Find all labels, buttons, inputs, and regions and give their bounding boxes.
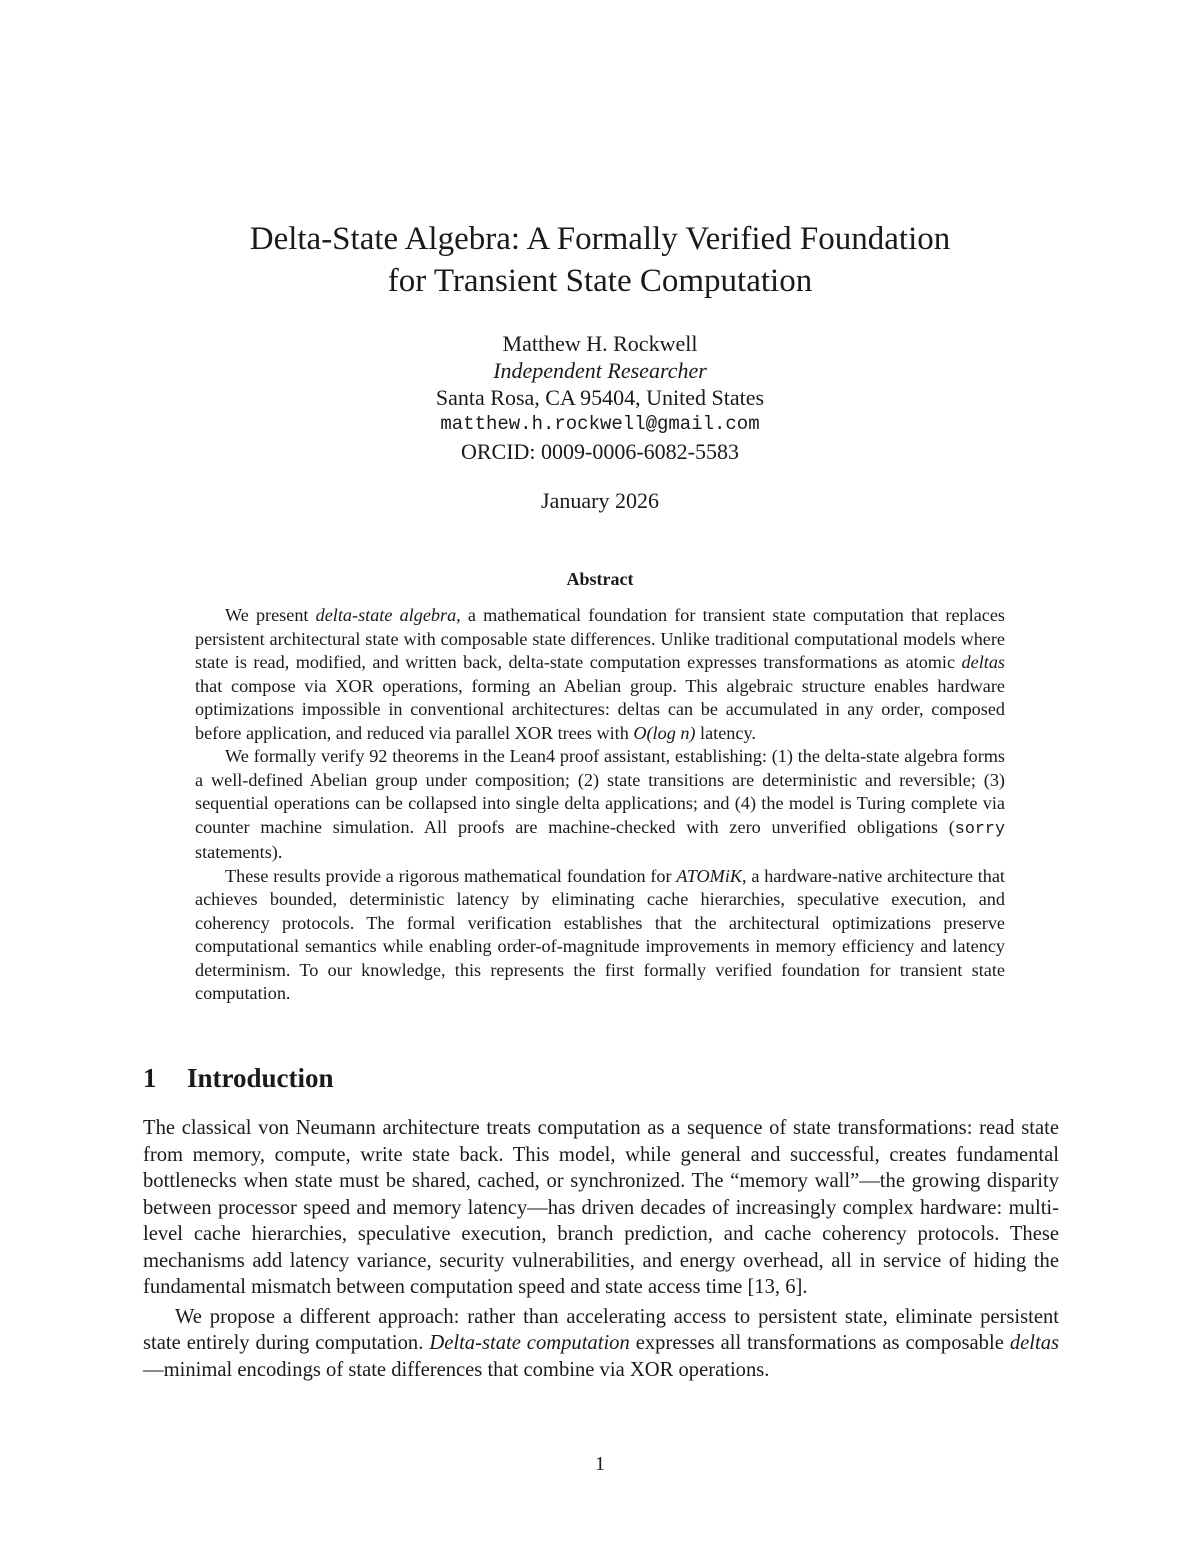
title-line-2: for Transient State Computation (387, 263, 813, 299)
text-run: , a mathematical foundation for transient state computation that replaces persistent architectural state with composable state differences. Unlike traditional computational models where state is read, modified, and written back, delta-state computation expresses transformations as atomic (195, 605, 1005, 672)
section-number: 1 (143, 1063, 157, 1093)
title-line-1: Delta-State Algebra: A Formally Verified Foundation (249, 221, 951, 257)
page-number: 1 (595, 1453, 605, 1475)
inline-code: sorry (954, 819, 1005, 839)
abstract-body (195, 604, 1005, 1006)
introduction-body (143, 1115, 1059, 1383)
text-run: We present (225, 605, 316, 625)
text-run: , a hardware-native architecture that achieves bounded, deterministic latency by eliminating cache hierarchies, speculative execution, and coherency protocols. The formal verification establishes that the architectural optimizations preserve computational semantics while enabling order-of-magnitude improvements in memory efficiency and latency determinism. To our knowledge, this represents the first formally verified foundation for transient state computation. (195, 865, 1005, 1003)
text-run: We formally verify 92 theorems in the Lean4 proof assistant, establishing: (1) the delta-state algebra forms a well-defined Abelian group under composition; (2) state transitions are deterministic and reversible; (3) sequential operations can be collapsed into single delta applications; and (4) the model is Turing complete via counter machine simulation. All proofs are machine-checked with zero unverified obligations ( (195, 746, 1005, 837)
author-email: matthew.h.rockwell@gmail.com (440, 413, 760, 435)
text-run: These results provide a rigorous mathematical foundation for (225, 865, 677, 886)
text-run: —minimal encodings of state differences that combine via XOR operations. (143, 1358, 770, 1381)
section-title: Introduction (187, 1063, 334, 1093)
author-affiliation: Independent Researcher (493, 358, 707, 383)
emphasis: deltas (961, 652, 1005, 672)
text-run: that compose via XOR operations, forming an Abelian group. This algebraic structure enables hardware optimizations impossible in conventional architectures: deltas can be accumulated in any order, composed before application, and reduced via parallel XOR trees with (195, 675, 1005, 743)
text-run: We propose a different approach: rather than accelerating access to persistent state, eliminate persistent state entirely during computation. (143, 1305, 1059, 1354)
abstract-paragraph-2 (195, 745, 1005, 865)
paper-date: January 2026 (541, 488, 659, 513)
emphasis: delta-state algebra (315, 605, 457, 625)
author-location: Santa Rosa, CA 95404, United States (435, 385, 765, 410)
author-orcid: ORCID: 0009-0006-6082-5583 (460, 439, 740, 464)
body-paragraph-2 (143, 1304, 1059, 1384)
paper-title (0, 218, 1200, 302)
emphasis: Delta-state computation (429, 1332, 630, 1354)
abstract-heading: Abstract (566, 569, 634, 589)
text-run: expresses all transformations as composable (629, 1332, 1010, 1354)
abstract-paragraph-3 (195, 865, 1005, 1006)
author-name: Matthew H. Rockwell (502, 331, 698, 356)
math-expression: O(log n) (633, 722, 696, 743)
emphasis: deltas (1009, 1332, 1060, 1354)
emphasis: ATOMiK (676, 865, 743, 886)
body-paragraph-1: The classical von Neumann architecture treats computation as a sequence of state transformations: read state from memory, compute, write state back. This model, while general and successful, creates fundamental bottlenecks when state must be shared, cached, or synchronized. The “memory wall”—the growing disparity between processor speed and memory latency—has driven decades of increasingly complex hardware: multi-level cache hierarchies, speculative execution, branch prediction, and cache coherency protocols. These mechanisms add latency variance, security vulnerabilities, and energy overhead, all in service of hiding the fundamental mismatch between computation speed and state access time [13, 6]. (143, 1117, 1059, 1298)
abstract-paragraph-1 (195, 604, 1005, 745)
text-run: latency. (695, 722, 756, 743)
section-heading-introduction (143, 1061, 1059, 1095)
text-run: statements). (195, 842, 283, 862)
author-block (0, 330, 1200, 465)
